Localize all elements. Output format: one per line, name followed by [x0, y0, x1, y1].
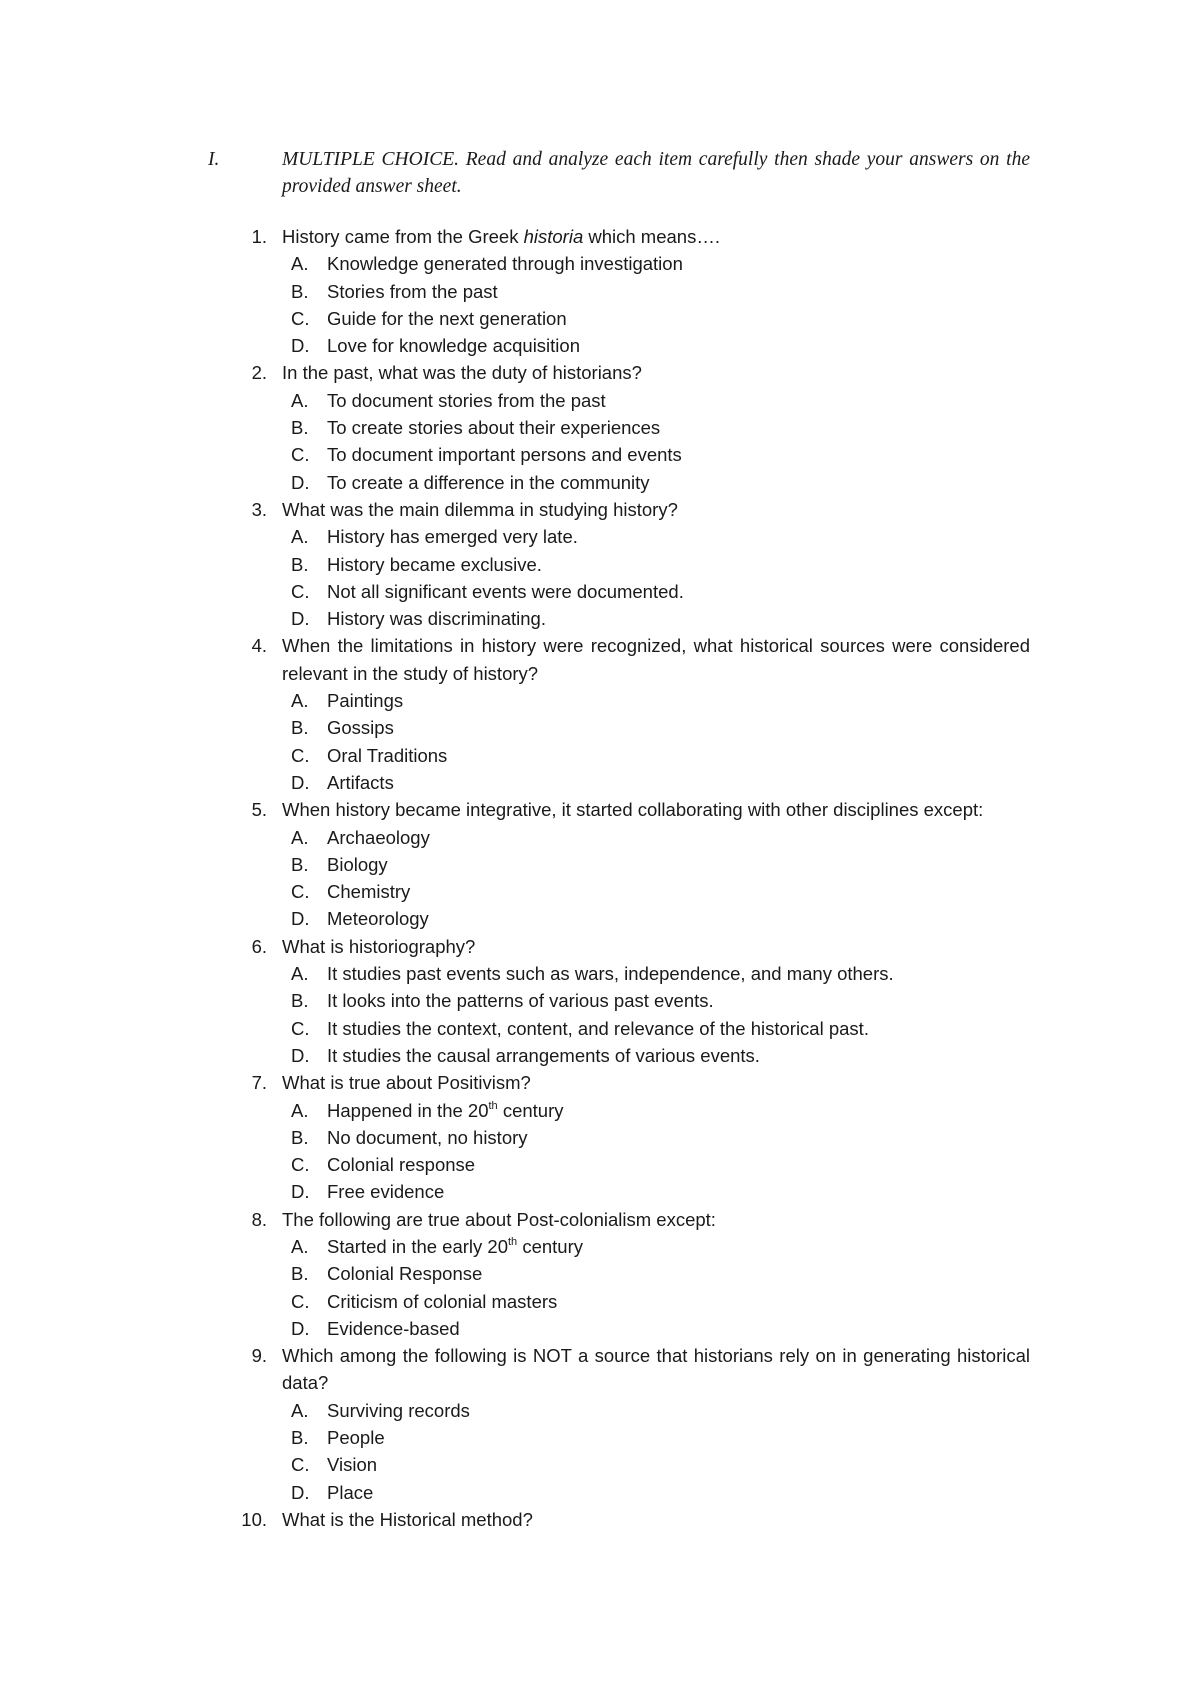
option-text: Paintings — [327, 690, 404, 712]
option-text: Archaeology — [327, 826, 430, 848]
option-letter: C. — [291, 580, 310, 602]
option-a — [233, 1233, 1030, 1260]
question-text: The following are true about Post-colonialism except: — [282, 1208, 716, 1230]
question-10 — [233, 1506, 1030, 1533]
option-letter: D. — [291, 771, 310, 793]
option-letter: D. — [291, 608, 310, 630]
question-number: 2. — [251, 362, 267, 384]
option-d — [233, 1178, 1030, 1205]
option-letter: A. — [291, 389, 309, 411]
question-text-part: which means…. — [583, 226, 720, 247]
option-text: Chemistry — [327, 881, 411, 903]
option-d — [233, 605, 1030, 632]
question-text-part: History came from the Greek — [282, 226, 524, 247]
question-7 — [233, 1069, 1030, 1205]
section-instructions: MULTIPLE CHOICE. Read and analyze each item carefully then shade your answers on the provided answer sheet. — [282, 149, 1030, 197]
question-number: 9. — [251, 1345, 267, 1367]
option-b — [233, 1260, 1030, 1287]
option-letter: C. — [291, 1154, 310, 1176]
option-letter: A. — [291, 253, 309, 275]
option-d — [233, 332, 1030, 359]
option-a — [233, 1397, 1030, 1424]
option-text: Biology — [327, 853, 388, 875]
option-letter: A. — [291, 826, 309, 848]
option-letter: C. — [291, 881, 310, 903]
option-b — [233, 1124, 1030, 1151]
option-letter: B. — [291, 853, 309, 875]
question-number: 10. — [241, 1508, 267, 1530]
ordinal-suffix: th — [508, 1235, 518, 1248]
option-c — [233, 305, 1030, 332]
option-text: Place — [327, 1481, 374, 1503]
option-text: Evidence-based — [327, 1317, 460, 1339]
option-a — [233, 824, 1030, 851]
question-2 — [233, 359, 1030, 495]
question-4 — [233, 632, 1030, 796]
option-text: People — [327, 1427, 385, 1449]
option-text: Oral Traditions — [327, 744, 448, 766]
option-c — [233, 441, 1030, 468]
option-text: To document stories from the past — [327, 389, 606, 411]
question-1 — [233, 223, 1030, 359]
option-letter: B. — [291, 1427, 309, 1449]
option-text: Love for knowledge acquisition — [327, 335, 580, 357]
option-d — [233, 1042, 1030, 1069]
question-text: When history became integrative, it started collaborating with other disciplines except: — [282, 799, 984, 821]
option-b — [233, 414, 1030, 441]
option-c — [233, 1151, 1030, 1178]
option-a — [233, 523, 1030, 550]
option-a — [233, 387, 1030, 414]
option-text-part: Happened in the 20 — [327, 1099, 489, 1121]
option-letter: A. — [291, 690, 309, 712]
option-text: Colonial response — [327, 1154, 476, 1176]
option-letter: B. — [291, 553, 309, 575]
option-b — [233, 714, 1030, 741]
option-text: No document, no history — [327, 1126, 528, 1148]
option-text: Criticism of colonial masters — [327, 1290, 558, 1312]
question-number: 6. — [251, 935, 267, 957]
option-b — [233, 1424, 1030, 1451]
question-list — [233, 223, 1030, 1533]
option-c — [233, 878, 1030, 905]
option-text: Knowledge generated through investigation — [327, 253, 683, 275]
option-letter: C. — [291, 307, 310, 329]
option-text: Artifacts — [327, 771, 394, 793]
option-a — [233, 1097, 1030, 1124]
option-text: To create stories about their experiences — [327, 417, 661, 439]
option-b — [233, 987, 1030, 1014]
option-d — [233, 905, 1030, 932]
option-c — [233, 1015, 1030, 1042]
option-letter: B. — [291, 1126, 309, 1148]
ordinal-suffix: th — [488, 1099, 498, 1112]
option-text: Stories from the past — [327, 280, 498, 302]
option-letter: A. — [291, 1235, 309, 1257]
option-d — [233, 469, 1030, 496]
question-number: 3. — [251, 498, 267, 520]
option-b — [233, 278, 1030, 305]
option-text: Free evidence — [327, 1181, 445, 1203]
question-number: 5. — [251, 799, 267, 821]
question-text-italic: historia — [523, 226, 584, 247]
option-letter: C. — [291, 444, 310, 466]
option-letter: C. — [291, 1017, 310, 1039]
option-d — [233, 769, 1030, 796]
section-number: I. — [208, 149, 220, 170]
option-text-part: Started in the early 20 — [327, 1235, 508, 1257]
question-text: What is historiography? — [282, 935, 476, 957]
option-d — [233, 1315, 1030, 1342]
option-letter: A. — [291, 1399, 309, 1421]
question-number: 4. — [251, 635, 267, 657]
option-letter: D. — [291, 1181, 310, 1203]
option-letter: B. — [291, 990, 309, 1012]
option-c — [233, 578, 1030, 605]
option-text-part: century — [497, 1099, 564, 1121]
option-a — [233, 250, 1030, 277]
option-text: Surviving records — [327, 1399, 470, 1421]
option-letter: D. — [291, 1317, 310, 1339]
question-text: Which among the following is NOT a source that historians rely on in generating historical data? — [282, 1345, 1030, 1394]
option-text: Meteorology — [327, 908, 429, 930]
option-a — [233, 687, 1030, 714]
question-text — [282, 223, 1030, 250]
question-text: What is the Historical method? — [282, 1508, 533, 1530]
option-letter: A. — [291, 963, 309, 985]
option-letter: C. — [291, 1454, 310, 1476]
option-a — [233, 960, 1030, 987]
option-text: Colonial Response — [327, 1263, 483, 1285]
option-letter: C. — [291, 744, 310, 766]
question-3 — [233, 496, 1030, 632]
option-letter: B. — [291, 717, 309, 739]
option-text: It studies past events such as wars, independence, and many others. — [327, 963, 894, 985]
option-letter: B. — [291, 1263, 309, 1285]
option-d — [233, 1479, 1030, 1506]
question-5 — [233, 796, 1030, 932]
option-letter: D. — [291, 1044, 310, 1066]
option-c — [233, 742, 1030, 769]
option-letter: D. — [291, 471, 310, 493]
option-c — [233, 1288, 1030, 1315]
option-text — [327, 1097, 564, 1124]
option-letter: B. — [291, 280, 309, 302]
option-letter: D. — [291, 335, 310, 357]
option-b — [233, 851, 1030, 878]
question-6 — [233, 933, 1030, 1069]
option-text: Vision — [327, 1454, 378, 1476]
option-letter: A. — [291, 526, 309, 548]
option-c — [233, 1451, 1030, 1478]
option-b — [233, 551, 1030, 578]
question-text: What is true about Positivism? — [282, 1072, 531, 1094]
option-letter: C. — [291, 1290, 310, 1312]
option-text: History was discriminating. — [327, 608, 546, 630]
option-text: It looks into the patterns of various past events. — [327, 990, 714, 1012]
question-number: 8. — [251, 1208, 267, 1230]
question-number: 1. — [251, 226, 267, 247]
option-letter: D. — [291, 908, 310, 930]
option-text: It studies the causal arrangements of various events. — [327, 1044, 760, 1066]
option-text-part: century — [517, 1235, 583, 1257]
question-number: 7. — [251, 1072, 267, 1094]
option-text: To document important persons and events — [327, 444, 682, 466]
option-text: History has emerged very late. — [327, 526, 578, 548]
option-text: History became exclusive. — [327, 553, 542, 575]
option-text — [327, 1233, 583, 1260]
option-text: To create a difference in the community — [327, 471, 650, 493]
option-letter: A. — [291, 1099, 309, 1121]
option-letter: B. — [291, 417, 309, 439]
question-text: When the limitations in history were recognized, what historical sources were considered relevant in the study of history? — [282, 635, 1030, 684]
question-9 — [233, 1342, 1030, 1506]
question-text: What was the main dilemma in studying history? — [282, 498, 678, 520]
option-text: Guide for the next generation — [327, 307, 567, 329]
option-letter: D. — [291, 1481, 310, 1503]
question-8 — [233, 1206, 1030, 1342]
question-text: In the past, what was the duty of historians? — [282, 362, 642, 384]
option-text: It studies the context, content, and relevance of the historical past. — [327, 1017, 869, 1039]
option-text: Not all significant events were documented. — [327, 580, 684, 602]
option-text: Gossips — [327, 717, 394, 739]
